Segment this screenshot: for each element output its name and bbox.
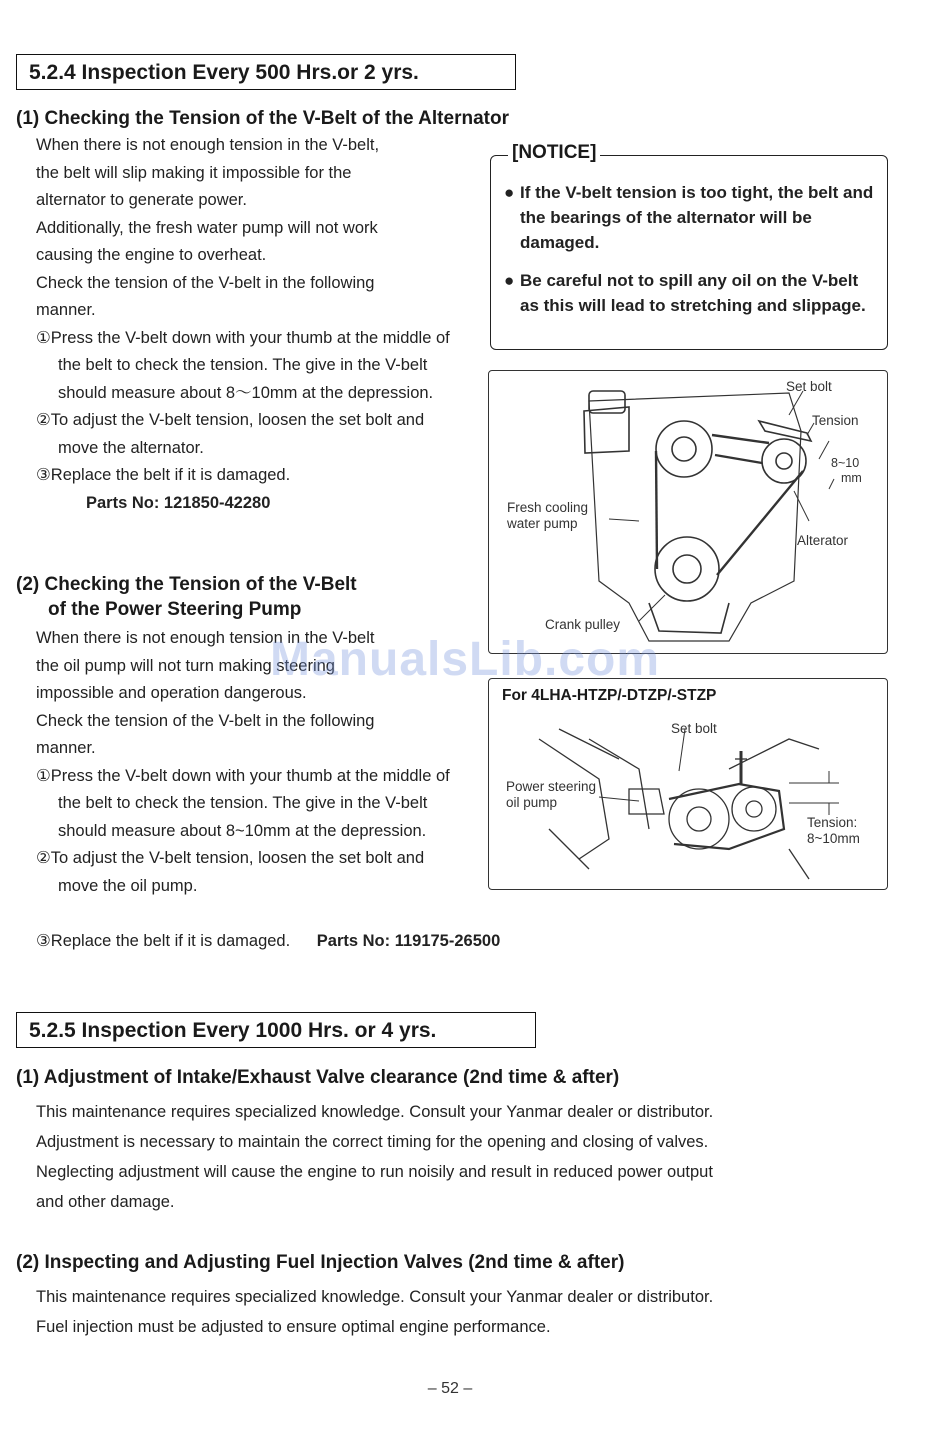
notice-item-text: If the V-belt tension is too tight, the belt and the bearings of the alternator will be damaged. bbox=[520, 183, 874, 252]
notice-title: [NOTICE] bbox=[508, 142, 600, 164]
text-line: Adjustment is necessary to maintain the correct timing for the opening and closing of valves. bbox=[36, 1133, 709, 1151]
parts-number: Parts No: 119175-26500 bbox=[316, 932, 501, 950]
fig2-label-oil-pump: oil pump bbox=[506, 795, 558, 810]
text-line: manner. bbox=[36, 739, 96, 757]
fig1-label-crank-pulley: Crank pulley bbox=[545, 617, 621, 632]
fig1-label-tension: Tension bbox=[812, 413, 859, 428]
alternator-belt-text bbox=[36, 132, 456, 517]
step-1: ①Press the V-belt down with your thumb at the middle of the belt to check the tension. The give in the V-belt should measure about 8~10mm at the depression. bbox=[36, 766, 450, 840]
text-line: the belt will slip making it impossible for the bbox=[36, 163, 352, 182]
subsection-heading-fuel-injection: (2) Inspecting and Adjusting Fuel Injection Valves (2nd time & after) bbox=[16, 1252, 625, 1273]
power-steering-figure bbox=[488, 678, 888, 890]
text-line: causing the engine to overheat. bbox=[36, 246, 267, 264]
power-steering-step-3-row bbox=[36, 928, 636, 956]
text-line: This maintenance requires specialized knowledge. Consult your Yanmar dealer or distributor. bbox=[36, 1288, 714, 1306]
subsection-heading-alternator-belt: (1) Checking the Tension of the V-Belt of the Alternator bbox=[16, 108, 509, 129]
subsection-heading-valve-clearance: (1) Adjustment of Intake/Exhaust Valve clearance (2nd time & after) bbox=[16, 1067, 620, 1088]
notice-item-2 bbox=[504, 268, 876, 318]
step-1: ①Press the V-belt down with your thumb at the middle of the belt to check the tension. The give in the V-belt should measure about 8～10mm at the depression. bbox=[36, 328, 450, 402]
fig2-label-tension: Tension: bbox=[807, 815, 858, 830]
valve-clearance-text bbox=[36, 1097, 926, 1217]
fig2-title: For 4LHA-HTZP/-DTZP/-STZP bbox=[502, 687, 717, 704]
fig2-label-tension-value: 8~10mm bbox=[807, 831, 860, 846]
text-line: the oil pump will not turn making steering bbox=[36, 656, 335, 675]
section-title-5-2-4: 5.2.4 Inspection Every 500 Hrs.or 2 yrs. bbox=[16, 54, 516, 90]
fuel-injection-text bbox=[36, 1282, 926, 1342]
text-line: This maintenance requires specialized knowledge. Consult your Yanmar dealer or distributor. bbox=[36, 1103, 714, 1121]
notice-item-1 bbox=[504, 180, 876, 255]
fig1-label-mm-value: 8~10 bbox=[831, 456, 860, 470]
text-line: alternator to generate power. bbox=[36, 191, 247, 209]
engine-belt-figure bbox=[488, 370, 888, 654]
text-line: When there is not enough tension in the V-belt bbox=[36, 629, 375, 647]
text-line: Check the tension of the V-belt in the following bbox=[36, 273, 375, 292]
section-title-5-2-5: 5.2.5 Inspection Every 1000 Hrs. or 4 yrs. bbox=[16, 1012, 536, 1048]
fig1-label-mm-unit: mm bbox=[841, 471, 862, 485]
subsection-heading-power-steering-line2: of the Power Steering Pump bbox=[48, 599, 302, 620]
text-line: When there is not enough tension in the V-belt, bbox=[36, 136, 380, 154]
parts-number: Parts No: 121850-42280 bbox=[86, 493, 271, 512]
step-2: ②To adjust the V-belt tension, loosen the set bolt and move the alternator. bbox=[36, 411, 425, 457]
bullet-icon: ● bbox=[504, 183, 515, 202]
fig2-label-power-steering: Power steering bbox=[506, 779, 597, 794]
step-3: ③Replace the belt if it is damaged. bbox=[36, 466, 291, 484]
text-line: Check the tension of the V-belt in the following bbox=[36, 711, 375, 730]
step-3: ③Replace the belt if it is damaged. bbox=[36, 932, 291, 950]
page-number: – 52 – bbox=[427, 1380, 473, 1397]
fig1-label-alternator: Alterator bbox=[797, 533, 849, 548]
text-line: Fuel injection must be adjusted to ensure optimal engine performance. bbox=[36, 1318, 551, 1336]
bullet-icon: ● bbox=[504, 271, 515, 290]
fig2-label-set-bolt: Set bolt bbox=[671, 721, 717, 736]
text-line: impossible and operation dangerous. bbox=[36, 684, 307, 702]
fig1-label-fresh-cooling: Fresh cooling bbox=[507, 500, 589, 515]
step-2: ②To adjust the V-belt tension, loosen the set bolt and move the oil pump. bbox=[36, 849, 425, 895]
text-line: Neglecting adjustment will cause the engine to run noisily and result in reduced power output bbox=[36, 1163, 713, 1181]
text-line: Additionally, the fresh water pump will not work bbox=[36, 218, 378, 237]
subsection-heading-power-steering-line1: (2) Checking the Tension of the V-Belt bbox=[16, 574, 357, 595]
notice-item-text: Be careful not to spill any oil on the V-belt as this will lead to stretching and slippage. bbox=[520, 271, 866, 315]
fig1-label-water-pump: water pump bbox=[507, 516, 578, 531]
text-line: manner. bbox=[36, 301, 96, 319]
watermark: ManualsLib.com bbox=[270, 633, 661, 686]
text-line: and other damage. bbox=[36, 1193, 175, 1211]
fig1-label-set-bolt: Set bolt bbox=[786, 379, 832, 394]
